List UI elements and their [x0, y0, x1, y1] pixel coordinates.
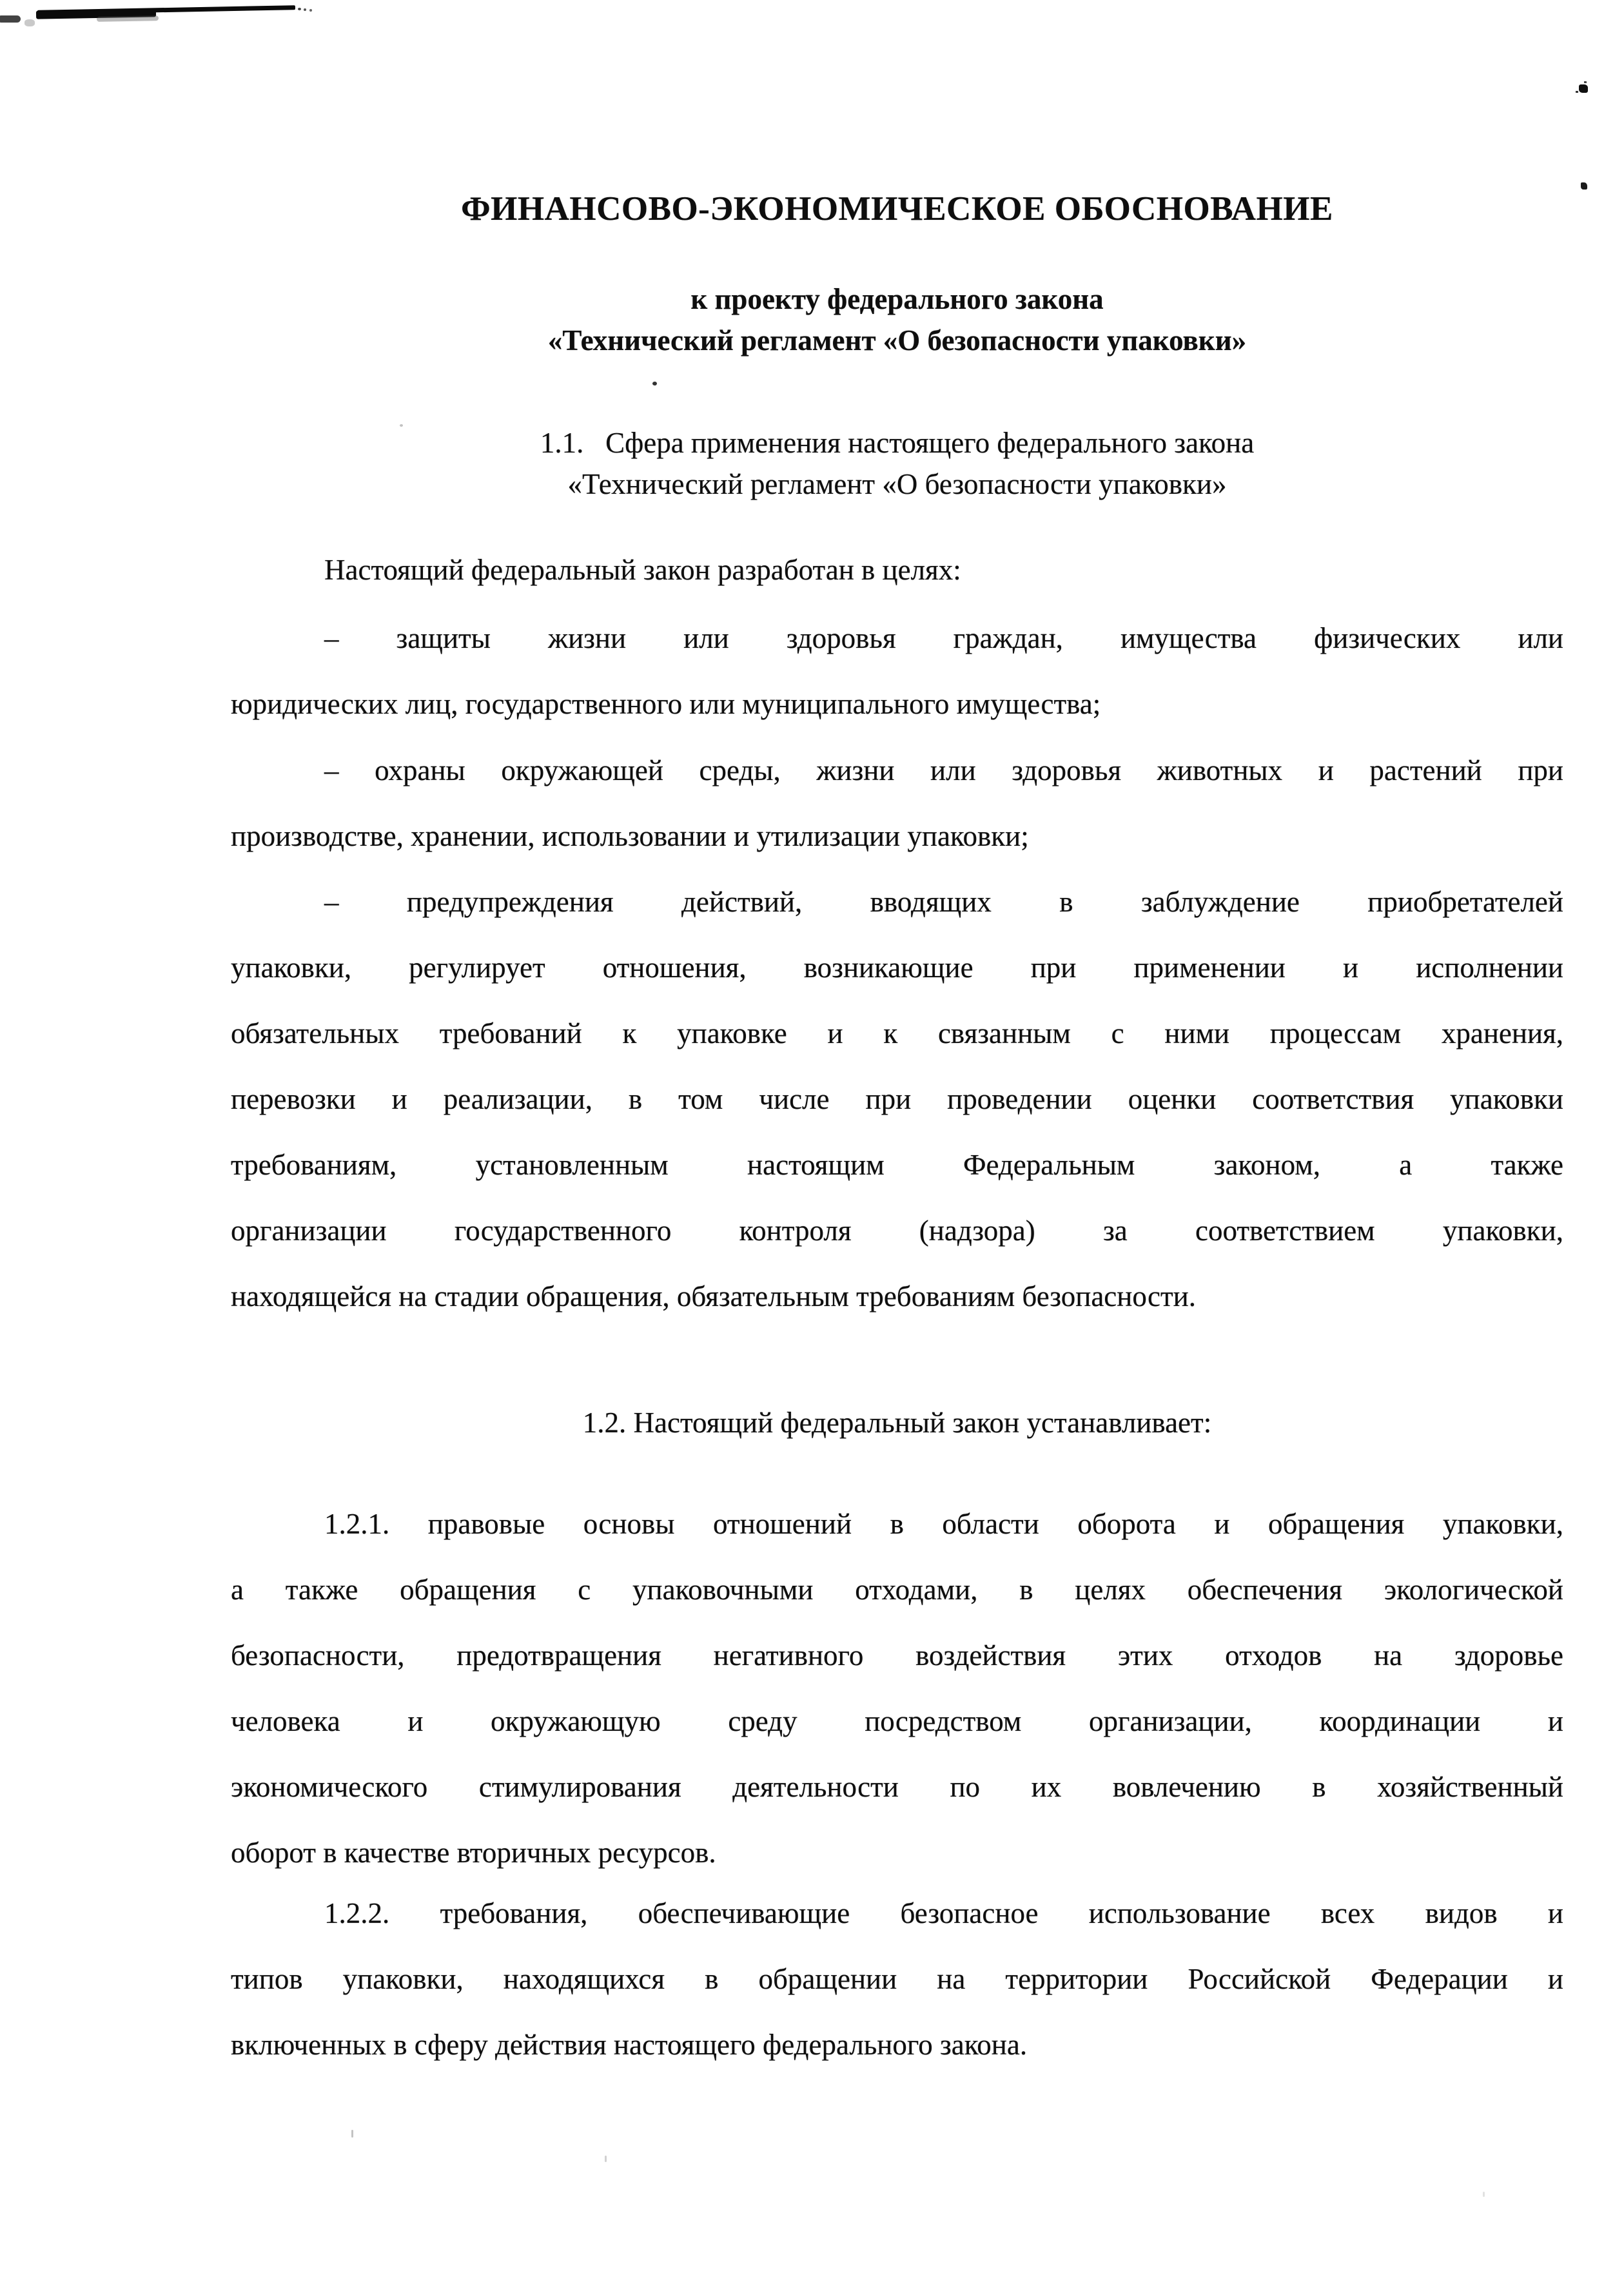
goal-item-1 — [231, 605, 1563, 737]
text-line: организации государственного контроля (надзора) за соответствием упаковки, — [231, 1214, 1563, 1247]
text-line: производстве, хранении, использовании и утилизации упаковки; — [231, 820, 1029, 852]
scan-artifact-dot — [309, 9, 312, 12]
text-line: находящейся на стадии обращения, обязательным требованиям безопасности. — [231, 1280, 1196, 1312]
scan-artifact-tick — [605, 2156, 607, 2162]
scan-artifact-speck — [1579, 84, 1588, 93]
text-line: а также обращения с упаковочными отходами, в целях обеспечения экологической — [231, 1574, 1563, 1606]
paragraph-intro — [231, 537, 1563, 603]
text-line: перевозки и реализации, в том числе при проведении оценки соответствия упаковки — [231, 1083, 1563, 1115]
text-line: «Технический регламент «О безопасности упаковки» — [547, 324, 1247, 356]
scan-artifact-tick — [351, 2130, 353, 2138]
paragraph-1-2-1 — [231, 1491, 1563, 1886]
scan-artifact-tick — [1483, 2192, 1485, 2197]
text-line: человека и окружающую среду посредством организации, координации и — [231, 1705, 1563, 1737]
goal-item-3 — [231, 869, 1563, 1329]
scan-artifact-smudge — [97, 15, 159, 22]
goal-item-2 — [231, 737, 1563, 869]
scan-artifact-smudge — [24, 19, 35, 26]
text-line: Настоящий федеральный закон разработан в целях: — [324, 554, 961, 586]
scan-artifact-edge-blob — [0, 15, 21, 23]
document-title: ФИНАНСОВО-ЭКОНОМИЧЕСКОЕ ОБОСНОВАНИЕ — [461, 190, 1333, 228]
scan-artifact-dot — [304, 8, 306, 11]
scan-artifact-dot — [652, 382, 657, 385]
section-1-2-heading: 1.2. Настоящий федеральный закон устанавливает: — [582, 1407, 1212, 1439]
text-line: 1.1. Сфера применения настоящего федерального закона — [540, 427, 1255, 459]
text-line: 1.2.1. правовые основы отношений в области оборота и обращения упаковки, — [324, 1508, 1563, 1540]
text-line: типов упаковки, находящихся в обращении на территории Российской Федерации и — [231, 1963, 1563, 1995]
text-line: обязательных требований к упаковке и к связанным с ними процессам хранения, — [231, 1017, 1563, 1049]
text-line: 1.2.2. требования, обеспечивающие безопасное использование всех видов и — [324, 1897, 1563, 1929]
text-line: экономического стимулирования деятельности по их вовлечению в хозяйственный — [231, 1771, 1563, 1803]
text-line: «Технический регламент «О безопасности упаковки» — [567, 468, 1227, 500]
text-line: к проекту федерального закона — [690, 283, 1104, 315]
section-1-1-heading — [231, 422, 1563, 505]
text-line: – предупреждения действий, вводящих в заблуждение приобретателей — [324, 886, 1563, 918]
text-line: – защиты жизни или здоровья граждан, имущества физических или — [324, 622, 1563, 654]
paragraph-1-2-2 — [231, 1880, 1563, 2078]
scan-artifact-speck — [1581, 182, 1587, 190]
text-line: юридических лиц, государственного или муниципального имущества; — [231, 688, 1101, 720]
text-line: оборот в качестве вторичных ресурсов. — [231, 1837, 716, 1869]
text-line: включенных в сферу действия настоящего федерального закона. — [231, 2029, 1028, 2061]
text-line: – охраны окружающей среды, жизни или здоровья животных и растений при — [324, 754, 1563, 786]
text-line: требованиям, установленным настоящим Федеральным законом, а также — [231, 1149, 1563, 1181]
scan-artifact-dot — [298, 8, 301, 10]
text-line: упаковки, регулирует отношения, возникающие при применении и исполнении — [231, 951, 1563, 984]
text-line: безопасности, предотвращения негативного воздействия этих отходов на здоровье — [231, 1639, 1563, 1672]
document-subtitle — [231, 278, 1563, 361]
